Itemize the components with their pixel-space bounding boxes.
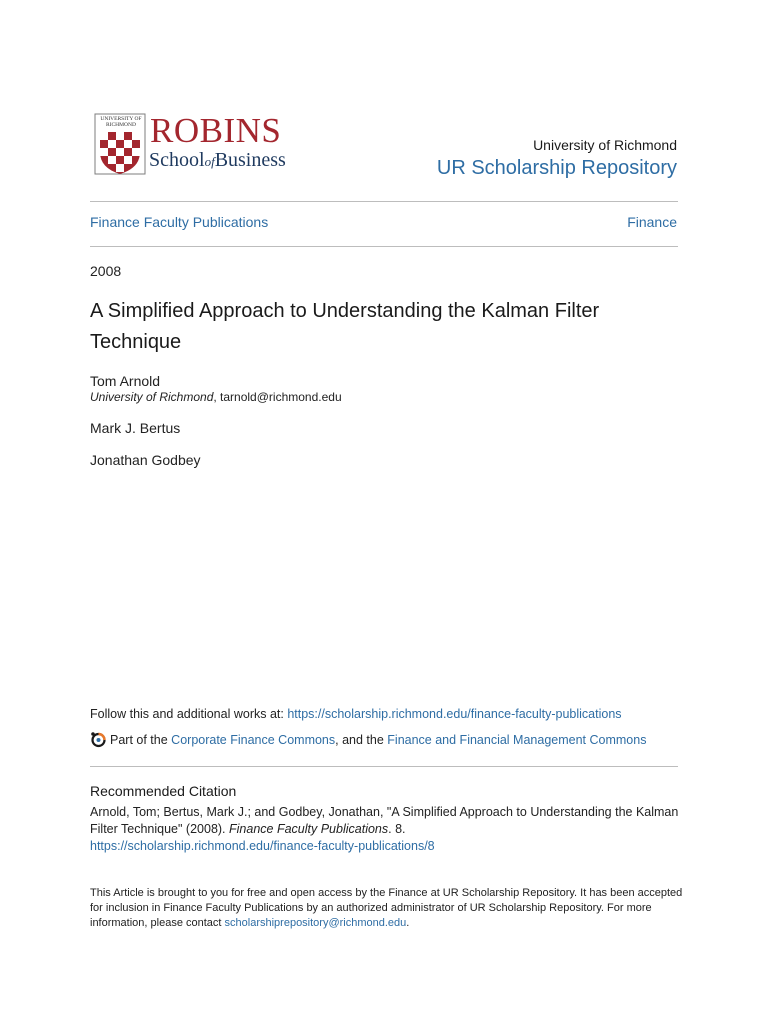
citation-text: Arnold, Tom; Bertus, Mark J.; and Godbey, Jonathan, "A Simplified Approach to Understanding the Kalman Filter Technique" (2008). Finance Faculty Publications. 8. https://scholarship.richmond.edu/finance-faculty-publications/8 <box>90 805 679 853</box>
collection-link[interactable]: Finance Faculty Publications <box>90 214 269 230</box>
access-notice: This Article is brought to you for free and open access by the Finance at UR Scholarship Repository. It has been accepted for inclusion in Finance Faculty Publications by an authorized administrator of UR Scholarship Repository. For more information, please contact scholarshiprepository@richmond.edu. <box>90 887 683 929</box>
logo-school-text: SchoolofBusiness <box>149 149 286 171</box>
article-title: A Simplified Approach to Understanding the Kalman Filter Technique <box>90 300 600 353</box>
collection-url-link[interactable]: https://scholarship.richmond.edu/finance-faculty-publications <box>287 707 622 721</box>
robins-school-logo[interactable] <box>94 112 324 178</box>
divider-top <box>90 201 678 202</box>
commons-network-icon <box>90 731 107 748</box>
author-affiliation: University of Richmond, tarnold@richmond.edu <box>90 390 342 404</box>
corporate-finance-commons-link[interactable]: Corporate Finance Commons <box>171 732 336 747</box>
author-name: Jonathan Godbey <box>90 452 201 468</box>
logo-robins-text: ROBINS <box>150 111 282 150</box>
finance-management-commons-link[interactable]: Finance and Financial Management Commons <box>387 732 647 747</box>
divider-nav <box>90 246 678 247</box>
divider-citation <box>90 766 678 767</box>
citation-url-link[interactable]: https://scholarship.richmond.edu/finance-faculty-publications/8 <box>90 839 435 853</box>
contact-email-link[interactable]: scholarshiprepository@richmond.edu <box>224 917 407 929</box>
university-name: University of Richmond <box>533 137 677 153</box>
repository-link[interactable]: UR Scholarship Repository <box>436 157 677 179</box>
author-name: Tom Arnold <box>90 373 161 389</box>
logo-seal-text: UNIVERSITY OF RICHMOND <box>100 116 142 128</box>
author-name: Mark J. Bertus <box>90 420 181 436</box>
discipline-link[interactable]: Finance <box>627 214 677 230</box>
publication-year: 2008 <box>90 263 122 279</box>
part-of-line: Part of the Corporate Finance Commons , and the Finance and Financial Management Commons <box>90 731 646 748</box>
follow-line: Follow this and additional works at: https://scholarship.richmond.edu/finance-faculty-publications <box>90 707 622 721</box>
recommended-citation-heading: Recommended Citation <box>90 783 237 799</box>
